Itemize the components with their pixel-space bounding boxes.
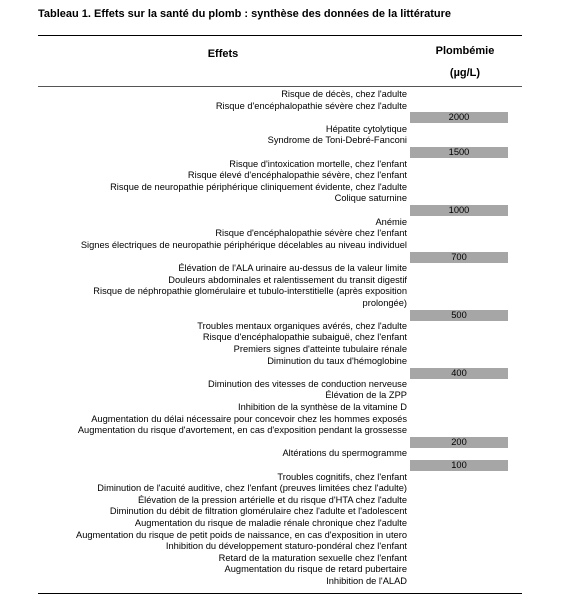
threshold-row (38, 437, 522, 449)
effect-text: Retard de la maturation sexuelle chez l'enfant (218, 552, 407, 563)
effect-row (38, 564, 522, 576)
effect-text (38, 147, 408, 159)
column-header-unit: (µg/L) (449, 67, 481, 79)
effect-row (38, 298, 522, 310)
effect-row (38, 414, 522, 426)
plombemie-empty-cell (410, 263, 508, 275)
effect-row (38, 240, 522, 252)
effect-row (38, 159, 522, 171)
effect-text (38, 251, 408, 263)
threshold-row (38, 251, 522, 263)
effect-text: Troubles mentaux organiques avérés, chez l'adulte (197, 320, 407, 331)
plombemie-empty-cell (410, 541, 508, 553)
effect-row (38, 390, 522, 402)
effect-row (38, 425, 522, 437)
effect-row (38, 576, 522, 588)
effect-row (38, 182, 522, 194)
effect-row (38, 321, 522, 333)
plombemie-empty-cell (410, 286, 508, 298)
effect-text: Premiers signes d'atteinte tubulaire rénale (233, 344, 407, 355)
effect-text: Colique saturnine (334, 193, 407, 204)
threshold-row (38, 309, 522, 321)
effect-text: Inhibition de la synthèse de la vitamine D (238, 402, 407, 413)
effect-text: Augmentation du risque d'avortement, en cas d'exposition pendant la grossesse (77, 425, 407, 436)
plombemie-empty-cell (410, 159, 508, 171)
plombemie-empty-cell (410, 101, 508, 113)
plombemie-empty-cell (410, 495, 508, 507)
plombemie-empty-cell (410, 332, 508, 344)
effect-text: Diminution du taux d'hémoglobine (267, 355, 407, 366)
plombemie-empty-cell (410, 402, 508, 414)
effect-row (38, 495, 522, 507)
effect-text: Risque de néphropathie glomérulaire et tubulo-interstitielle (après exposition (93, 286, 407, 297)
effect-row (38, 553, 522, 565)
effect-row (38, 356, 522, 368)
plombemie-empty-cell (410, 321, 508, 333)
header-separator (38, 86, 522, 87)
effect-row (38, 135, 522, 147)
plombemie-empty-cell (410, 298, 508, 310)
effect-text: Risque de neuropathie périphérique cliniquement évidente, chez l'adulte (110, 181, 407, 192)
effect-text: Risque d'intoxication mortelle, chez l'enfant (229, 158, 407, 169)
effect-text (38, 205, 408, 217)
effect-row (38, 344, 522, 356)
threshold-row (38, 205, 522, 217)
effect-row (38, 217, 522, 229)
effect-text: Élévation de la pression artérielle et du risque d'HTA chez l'adulte (137, 494, 407, 505)
effect-text: Augmentation du risque de maladie rénale chronique chez l'adulte (134, 517, 407, 528)
plombemie-threshold: 200 (410, 437, 508, 448)
plombemie-empty-cell (410, 356, 508, 368)
table-bottom-rule (38, 593, 522, 594)
effect-row (38, 275, 522, 287)
plombemie-empty-cell (410, 518, 508, 530)
effect-text: Inhibition du développement staturo-pondéral chez l'enfant (165, 541, 407, 552)
plombemie-threshold: 500 (410, 310, 508, 321)
plombemie-empty-cell (410, 483, 508, 495)
effect-row (38, 506, 522, 518)
plombemie-threshold: 1000 (410, 205, 508, 216)
effect-text: Élévation de la ZPP (325, 390, 407, 401)
plombemie-empty-cell (410, 379, 508, 391)
plombemie-empty-cell (410, 553, 508, 565)
threshold-row (38, 112, 522, 124)
effect-row (38, 530, 522, 542)
effect-row (38, 541, 522, 553)
effect-text: Risque élevé d'encéphalopathie sévère, chez l'enfant (187, 170, 407, 181)
effect-text: Diminution des vitesses de conduction nerveuse (208, 378, 407, 389)
plombemie-empty-cell (410, 124, 508, 136)
table-top-rule (38, 35, 522, 36)
plombemie-threshold: 700 (410, 252, 508, 263)
effect-text: prolongée) (362, 297, 407, 308)
plombemie-empty-cell (410, 564, 508, 576)
effect-text (38, 437, 408, 449)
plombemie-empty-cell (410, 414, 508, 426)
plombemie-empty-cell (410, 217, 508, 229)
plombemie-empty-cell (410, 170, 508, 182)
plombemie-empty-cell (410, 89, 508, 101)
plombemie-empty-cell (410, 275, 508, 287)
effect-row (38, 472, 522, 484)
effect-text: Risque d'encéphalopathie subaiguë, chez l'enfant (202, 332, 407, 343)
effect-text: Troubles cognitifs, chez l'enfant (277, 471, 407, 482)
effect-row (38, 89, 522, 101)
plombemie-empty-cell (410, 425, 508, 437)
effect-text: Risque d'encéphalopathie sévère chez l'enfant (215, 228, 407, 239)
plombemie-empty-cell (410, 228, 508, 240)
effect-text: Altérations du spermogramme (282, 448, 407, 459)
effect-row (38, 170, 522, 182)
plombemie-empty-cell (410, 344, 508, 356)
effect-text: Inhibition de l'ALAD (326, 575, 407, 586)
effect-text: Augmentation du risque de petit poids de naissance, en cas d'exposition in utero (76, 529, 407, 540)
plombemie-empty-cell (410, 448, 508, 460)
plombemie-threshold: 400 (410, 368, 508, 379)
effect-row (38, 193, 522, 205)
effect-text: Risque d'encéphalopathie sévère chez l'adulte (215, 100, 407, 111)
plombemie-empty-cell (410, 472, 508, 484)
threshold-row (38, 147, 522, 159)
effect-text (38, 112, 408, 124)
effect-text (38, 367, 408, 379)
effect-row (38, 101, 522, 113)
effect-row (38, 263, 522, 275)
effect-text: Augmentation du délai nécessaire pour concevoir chez les hommes exposés (91, 413, 407, 424)
effect-row (38, 379, 522, 391)
effect-text: Douleurs abdominales et ralentissement du transit digestif (168, 274, 407, 285)
effect-text: Augmentation du risque de retard pubertaire (224, 564, 407, 575)
plombemie-empty-cell (410, 506, 508, 518)
effect-row (38, 332, 522, 344)
column-header-effets: Effets (207, 48, 239, 60)
effect-text: Anémie (375, 216, 407, 227)
plombemie-empty-cell (410, 193, 508, 205)
effect-row (38, 518, 522, 530)
effect-row (38, 286, 522, 298)
effect-text: Élévation de l'ALA urinaire au-dessus de la valeur limite (178, 262, 407, 273)
effect-text (38, 460, 408, 472)
effect-row (38, 124, 522, 136)
plombemie-empty-cell (410, 576, 508, 588)
plombemie-empty-cell (410, 530, 508, 542)
table-body (38, 89, 522, 588)
table-title: Tableau 1. Effets sur la santé du plomb : synthèse des données de la littérature (38, 8, 452, 20)
column-header-plombemie-label: Plombémie (435, 45, 495, 57)
threshold-row (38, 460, 522, 472)
plombemie-empty-cell (410, 240, 508, 252)
effect-row (38, 483, 522, 495)
plombemie-threshold: 2000 (410, 112, 508, 123)
effect-text: Diminution de l'acuité auditive, chez l'enfant (preuves limitées chez l'adulte) (97, 483, 407, 494)
plombemie-empty-cell (410, 390, 508, 402)
plombemie-threshold: 1500 (410, 147, 508, 158)
plombemie-empty-cell (410, 182, 508, 194)
plombemie-threshold: 100 (410, 460, 508, 471)
effect-text: Signes électriques de neuropathie périphérique décelables au niveau individuel (80, 239, 407, 250)
effect-text (38, 309, 408, 321)
effect-row (38, 448, 522, 460)
plombemie-empty-cell (410, 135, 508, 147)
effect-row (38, 402, 522, 414)
effect-text: Diminution du débit de filtration glomérulaire chez l'adulte et l'adolescent (109, 506, 407, 517)
column-header-plombemie (408, 40, 522, 84)
effect-text: Syndrome de Toni-Debré-Fanconi (267, 135, 407, 146)
effect-text: Hépatite cytolytique (325, 123, 407, 134)
effect-row (38, 228, 522, 240)
effect-text: Risque de décès, chez l'adulte (281, 89, 407, 99)
threshold-row (38, 367, 522, 379)
